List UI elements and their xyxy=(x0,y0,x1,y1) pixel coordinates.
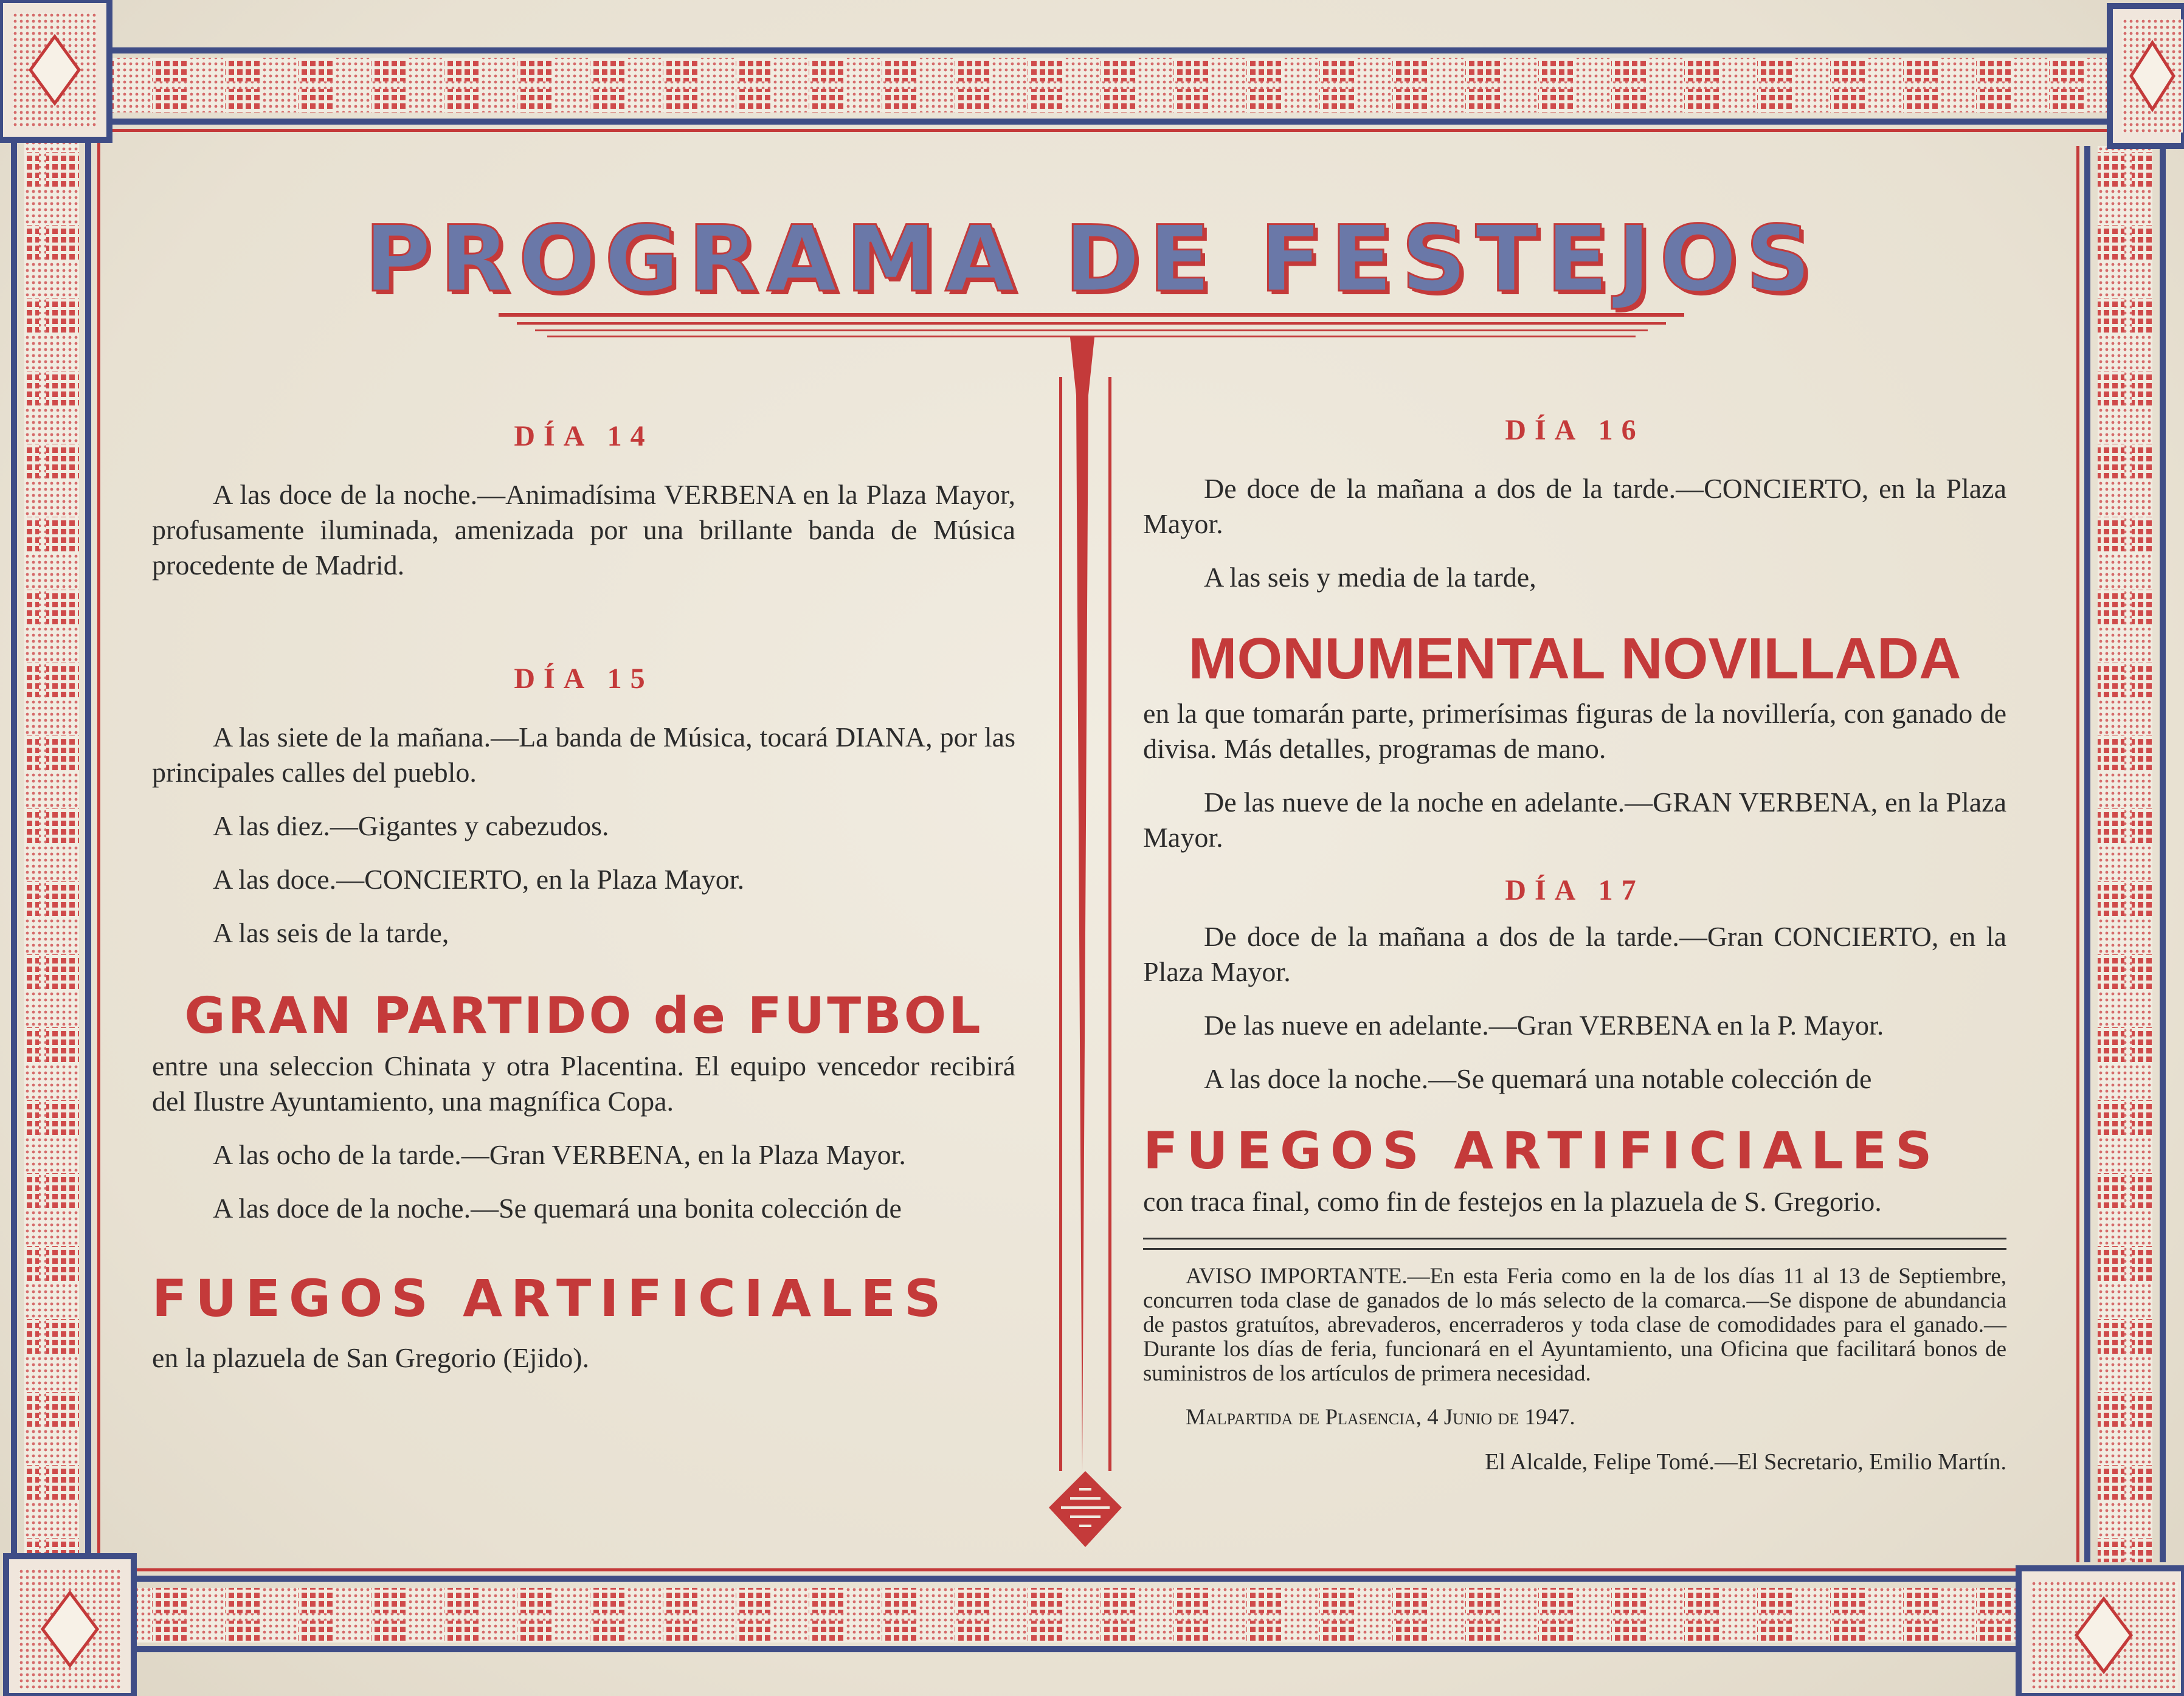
day-14-heading: DÍA 14 xyxy=(514,420,654,452)
day-17-text-1: De doce de la mañana a dos de la tarde.—Gran CONCIERTO, en la Plaza Mayor. xyxy=(1143,921,2006,987)
day-16-text-4: De las nueve de la noche en adelante.—GRAN VERBENA, en la Plaza Mayor. xyxy=(1143,787,2006,853)
left-column xyxy=(152,419,1015,1394)
day-16-text-3: en la que tomarán parte, primerísimas figuras de la novillería, con ganado de divisa. Más detalles, programas de mano. xyxy=(1143,698,2006,764)
place-date: Malpartida de Plasencia, 4 Junio de 1947. xyxy=(1186,1405,1575,1430)
day-15-text-4: A las seis de la tarde, xyxy=(213,917,449,948)
right-column xyxy=(1143,413,2006,1475)
divider xyxy=(1143,1238,2006,1250)
day-15-text-1: A las siete de la mañana.—La banda de Música, tocará DIANA, por las principales calles del pueblo. xyxy=(152,722,1015,788)
day-15-text-5: entre una seleccion Chinata y otra Placentina. El equipo vencedor recibirá del Ilustre Ayuntamiento, una magnífica Copa. xyxy=(152,1050,1015,1117)
day-16-heading: DÍA 16 xyxy=(1505,414,1645,446)
day-17-text-2: De las nueve en adelante.—Gran VERBENA en la P. Mayor. xyxy=(1204,1010,1884,1041)
day-15-text-3: A las doce.—CONCIERTO, en la Plaza Mayor. xyxy=(213,864,745,895)
football-headline: GRAN PARTIDO de FUTBOL xyxy=(184,987,983,1045)
fireworks-headline-right: FUEGOS ARTIFICIALES xyxy=(1143,1121,1941,1181)
day-17-heading: DÍA 17 xyxy=(1505,874,1645,906)
day-16-text-1: De doce de la mañana a dos de la tarde.—CONCIERTO, en la Plaza Mayor. xyxy=(1143,473,2006,539)
day-16-text-2: A las seis y media de la tarde, xyxy=(1204,562,1536,593)
notice-text: AVISO IMPORTANTE.—En esta Feria como en la de los días 11 al 13 de Septiembre, concurren toda clase de ganados de lo más selecto de la comarca.—Se dispone de abundancia de pastos gratuítos, abrevaderos, encerraderos y toda clase de comodidades para el ganado.—Durante los días de feria, funcionará en el Ayuntamiento, una Oficina que facilitará bonos de suministros de los artículos de primera necesidad. xyxy=(1143,1264,2006,1386)
page-title: PROGRAMA DE FESTEJOS xyxy=(364,207,1820,312)
novillada-headline: MONUMENTAL NOVILLADA xyxy=(1188,626,1961,691)
signatures: El Alcalde, Felipe Tomé.—El Secretario, Emilio Martín. xyxy=(1485,1449,2006,1475)
day-15-text-7: A las doce de la noche.—Se quemará una bonita colección de xyxy=(213,1193,902,1224)
day-15-text-2: A las diez.—Gigantes y cabezudos. xyxy=(213,810,609,841)
day-17-text-3: A las doce la noche.—Se quemará una notable colección de xyxy=(1204,1063,1872,1094)
day-15-text-8: en la plazuela de San Gregorio (Ejido). xyxy=(152,1342,590,1373)
day-14-text: A las doce de la noche.—Animadísima VERBENA en la Plaza Mayor, profusamente iluminada, amenizada por una brillante banda de Música procedente de Madrid. xyxy=(152,479,1015,581)
day-15-text-6: A las ocho de la tarde.—Gran VERBENA, en la Plaza Mayor. xyxy=(213,1139,906,1170)
day-17-text-4: con traca final, como fin de festejos en la plazuela de S. Gregorio. xyxy=(1143,1186,1882,1217)
day-15-heading: DÍA 15 xyxy=(514,663,654,695)
fireworks-headline-left: FUEGOS ARTIFICIALES xyxy=(152,1269,950,1328)
